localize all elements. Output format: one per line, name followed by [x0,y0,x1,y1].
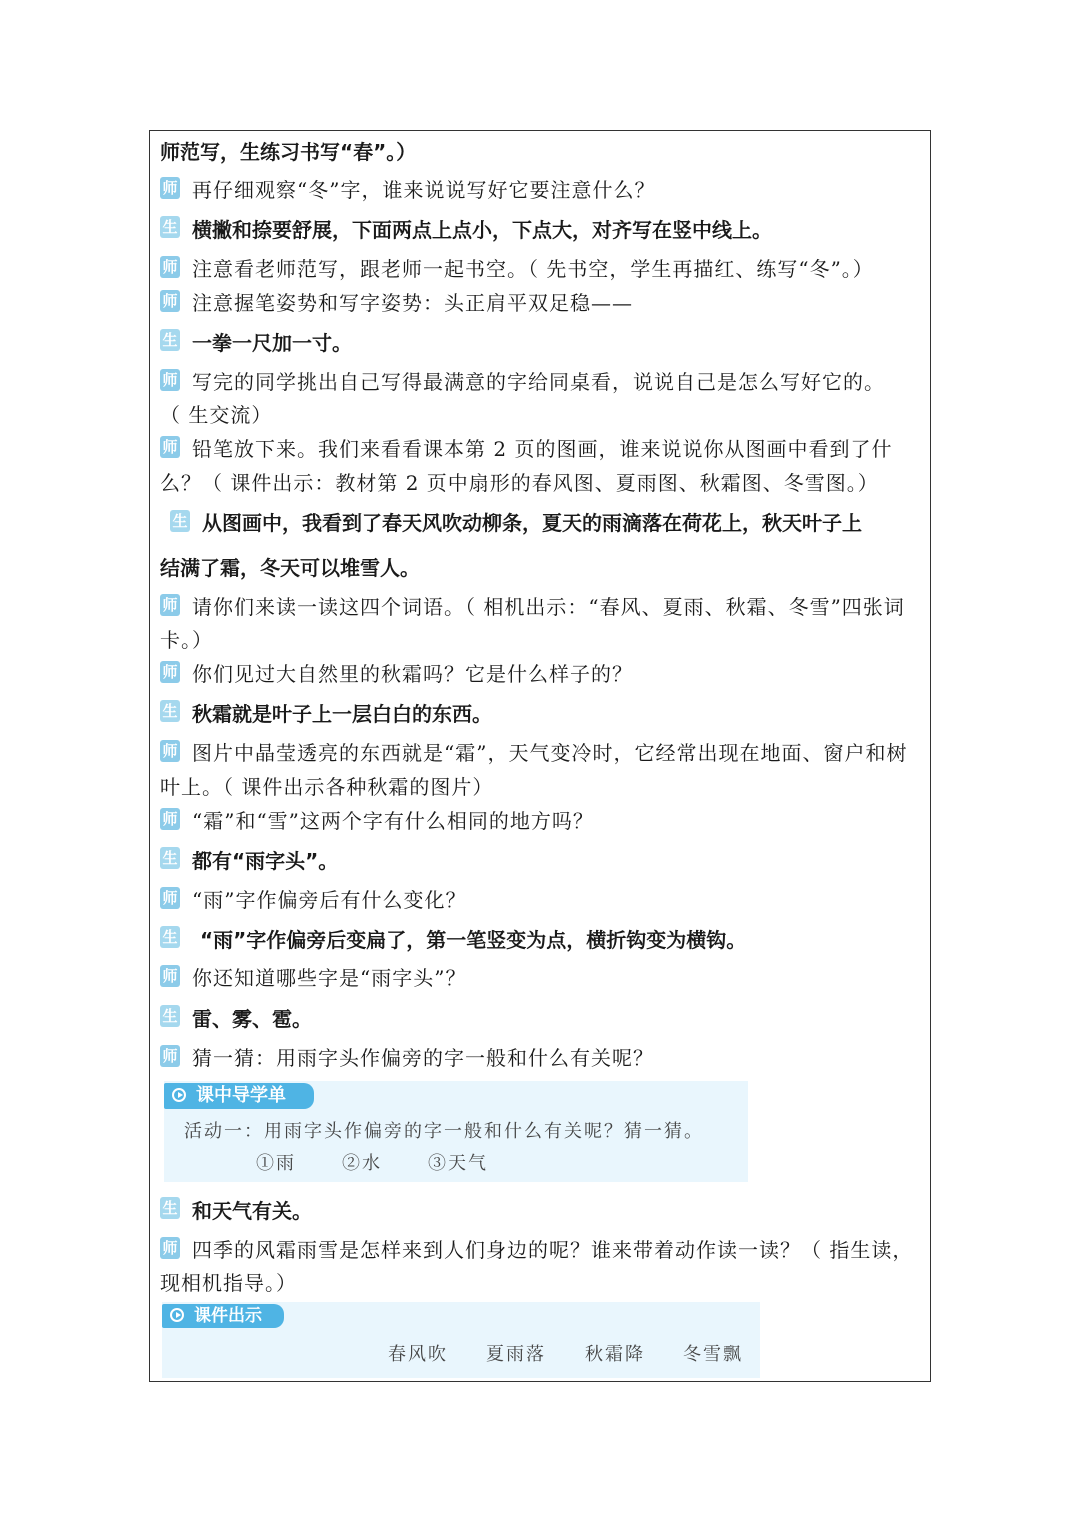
teacher-line-cont: 现相机指导。） [160,1271,297,1295]
student-tag-icon: 生 [170,510,190,532]
teacher-line-cont: 么？（ 课件出示：教材第 2 页中扇形的春风图、夏雨图、秋霜图、冬雪图。） [160,471,879,495]
guide-sheet-box [164,1081,748,1182]
student-tag-icon: 生 [160,1005,180,1027]
student-tag-icon: 生 [160,1197,180,1219]
guide-sheet-header [164,1083,314,1109]
teacher-tag-icon: 师 [160,436,180,458]
slide-word: 夏雨落 [486,1344,546,1365]
student-line: 雷、雾、雹。 [192,1007,312,1031]
student-line: 秋霜就是叶子上一层白白的东西。 [192,702,492,726]
teacher-tag-icon: 师 [160,965,180,987]
teacher-line: “雨”字作偏旁后有什么变化？ [192,888,467,912]
guide-option: ①雨 [256,1153,296,1174]
slide-box-header [162,1304,284,1328]
slide-box-title: 课件出示 [194,1306,262,1326]
teacher-tag-icon: 师 [160,594,180,616]
guide-option: ③天气 [428,1153,488,1174]
slide-word: 春风吹 [388,1344,448,1365]
teacher-line-cont: 叶上。（ 课件出示各种秋霜的图片） [160,775,494,799]
guide-option: ②水 [342,1153,382,1174]
teacher-line: 写完的同学挑出自己写得最满意的字给同桌看，说说自己是怎么写好它的。 [192,370,885,394]
teacher-tag-icon: 师 [160,177,180,199]
student-line: “雨”字作偏旁后变扁了，第一笔竖变为点，横折钩变为横钩。 [200,928,747,952]
teacher-tag-icon: 师 [160,256,180,278]
text-line: 师范写，生练习书写“春”。） [160,140,417,164]
teacher-line: 铅笔放下来。我们来看看课本第 2 页的图画，谁来说说你从图画中看到了什 [192,437,893,461]
guide-sheet-title: 课中导学单 [196,1085,286,1106]
slide-word: 秋霜降 [585,1344,645,1365]
student-tag-icon: 生 [160,847,180,869]
teacher-line: 再仔细观察“冬”字，谁来说说写好它要注意什么？ [192,178,656,202]
guide-activity-text: 活动一：用雨字头作偏旁的字一般和什么有关呢？猜一猜。 [184,1121,704,1142]
teacher-tag-icon: 师 [160,740,180,762]
play-circle-icon [170,1308,184,1322]
teacher-tag-icon: 师 [160,808,180,830]
teacher-tag-icon: 师 [160,661,180,683]
teacher-line: 你们见过大自然里的秋霜吗？它是什么样子的？ [192,662,633,686]
student-tag-icon: 生 [160,329,180,351]
student-line: 和天气有关。 [192,1199,312,1223]
teacher-line-cont: （ 生交流） [160,403,273,427]
student-line: 横撇和捺要舒展，下面两点上点小，下点大，对齐写在竖中线上。 [192,218,772,242]
teacher-line: 猜一猜：用雨字头作偏旁的字一般和什么有关呢？ [192,1046,654,1070]
teacher-line: 注意握笔姿势和写字姿势：头正肩平双足稳—— [192,291,633,315]
student-tag-icon: 生 [160,926,180,948]
student-tag-icon: 生 [160,700,180,722]
student-tag-icon: 生 [160,216,180,238]
teacher-tag-icon: 师 [160,887,180,909]
teacher-tag-icon: 师 [160,1237,180,1259]
student-line: 一拳一尺加一寸。 [192,331,352,355]
teacher-line: “霜”和“雪”这两个字有什么相同的地方吗？ [192,809,594,833]
student-line: 从图画中，我看到了春天风吹动柳条，夏天的雨滴落在荷花上，秋天叶子上 [202,511,862,535]
student-line-cont: 结满了霜，冬天可以堆雪人。 [160,556,420,580]
slide-word: 冬雪飘 [683,1344,743,1365]
slide-box [162,1302,760,1378]
play-circle-icon [172,1088,186,1102]
teacher-line: 图片中晶莹透亮的东西就是“霜”，天气变冷时，它经常出现在地面、窗户和树 [192,741,908,765]
teacher-line: 请你们来读一读这四个词语。（ 相机出示：“春风、夏雨、秋霜、冬雪”四张词 [192,595,905,619]
student-line: 都有“雨字头”。 [192,849,339,873]
teacher-tag-icon: 师 [160,369,180,391]
teacher-line: 你还知道哪些字是“雨字头”？ [192,966,467,990]
teacher-tag-icon: 师 [160,1045,180,1067]
teacher-line: 注意看老师范写，跟老师一起书空。（ 先书空，学生再描红、练写“冬”。） [192,257,874,281]
teacher-line: 四季的风霜雨雪是怎样来到人们身边的呢？谁来带着动作读一读？（ 指生读， [192,1238,914,1262]
teacher-line-cont: 卡。） [160,628,213,652]
teacher-tag-icon: 师 [160,290,180,312]
